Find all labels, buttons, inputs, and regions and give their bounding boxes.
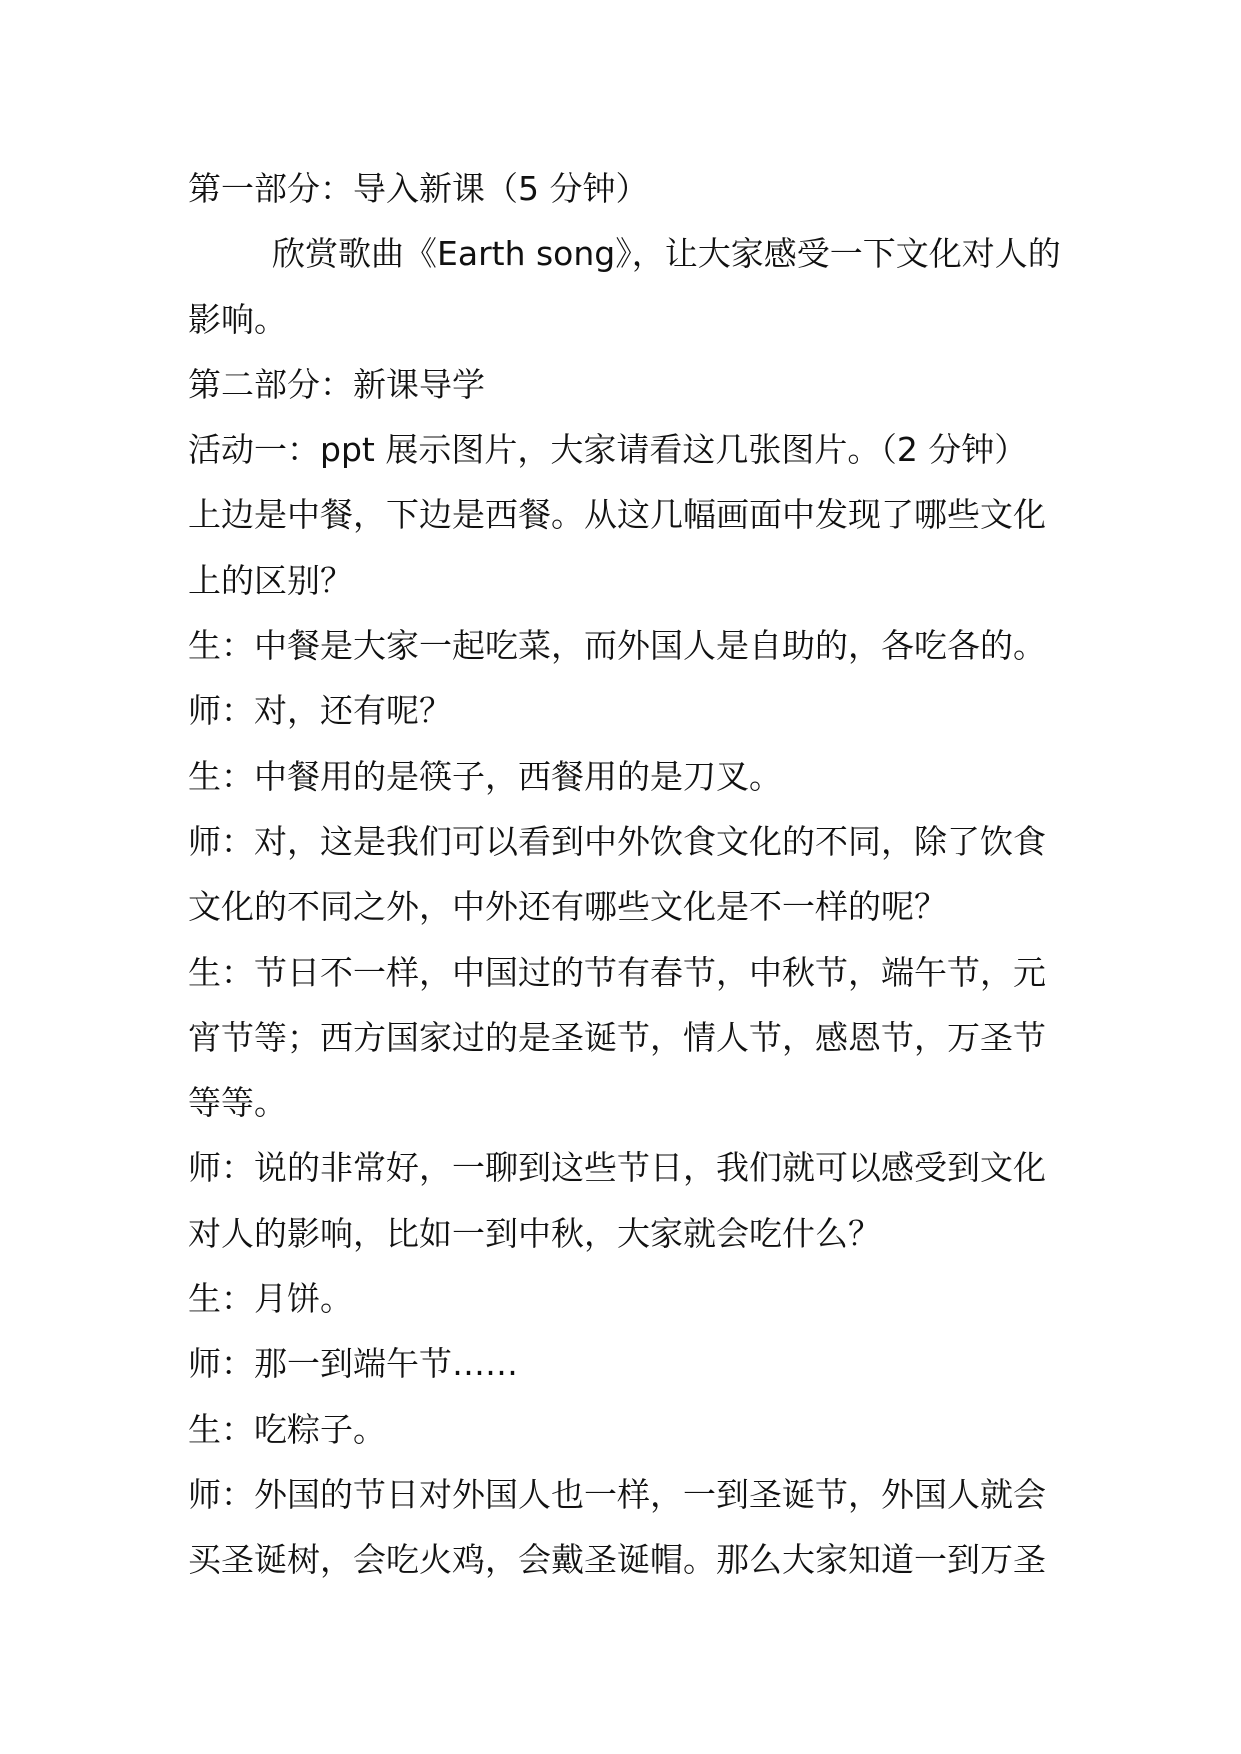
dialogue-line: 生：吃粽子。 — [188, 1409, 386, 1449]
dialogue-line: 生：月饼。 — [188, 1279, 353, 1319]
section-heading-part-one: 第一部分：导入新课（5 分钟） — [188, 169, 649, 208]
dialogue-line: 买圣诞树，会吃火鸡，会戴圣诞帽。那么大家知道一到万圣 — [188, 1540, 1046, 1580]
dialogue-line: 生：中餐用的是筷子，西餐用的是刀叉。 — [188, 756, 782, 796]
document-body — [188, 156, 1068, 1593]
dialogue-line: 对人的影响，比如一到中秋，大家就会吃什么？ — [188, 1213, 881, 1253]
dialogue-line: 师：对，这是我们可以看到中外饮食文化的不同，除了饮食 — [188, 821, 1046, 861]
section-heading-part-two: 第二部分：新课导学 — [188, 364, 485, 404]
paragraph-line: 上边是中餐，下边是西餐。从这几幅画面中发现了哪些文化 — [188, 495, 1046, 535]
dialogue-line: 宵节等；西方国家过的是圣诞节，情人节，感恩节，万圣节 — [188, 1017, 1046, 1057]
dialogue-line: 师：说的非常好，一聊到这些节日，我们就可以感受到文化 — [188, 1148, 1046, 1188]
dialogue-line: 师：外国的节日对外国人也一样，一到圣诞节，外国人就会 — [188, 1474, 1046, 1514]
dialogue-line: 生：节日不一样，中国过的节有春节，中秋节，端午节，元 — [188, 952, 1046, 992]
dialogue-line: 师：对，还有呢？ — [188, 691, 452, 731]
paragraph-line: 上的区别？ — [188, 560, 353, 600]
dialogue-line: 等等。 — [188, 1083, 287, 1123]
dialogue-line: 生：中餐是大家一起吃菜，而外国人是自助的，各吃各的。 — [188, 626, 1046, 666]
dialogue-line: 文化的不同之外，中外还有哪些文化是不一样的呢？ — [188, 887, 947, 927]
activity-heading: 活动一：ppt 展示图片，大家请看这几张图片。（2 分钟） — [188, 430, 1028, 470]
dialogue-line: 师：那一到端午节…… — [188, 1344, 518, 1384]
paragraph-line: 影响。 — [188, 299, 287, 339]
paragraph-line: 欣赏歌曲《Earth song》，让大家感受一下文化对人的 — [272, 234, 1061, 274]
